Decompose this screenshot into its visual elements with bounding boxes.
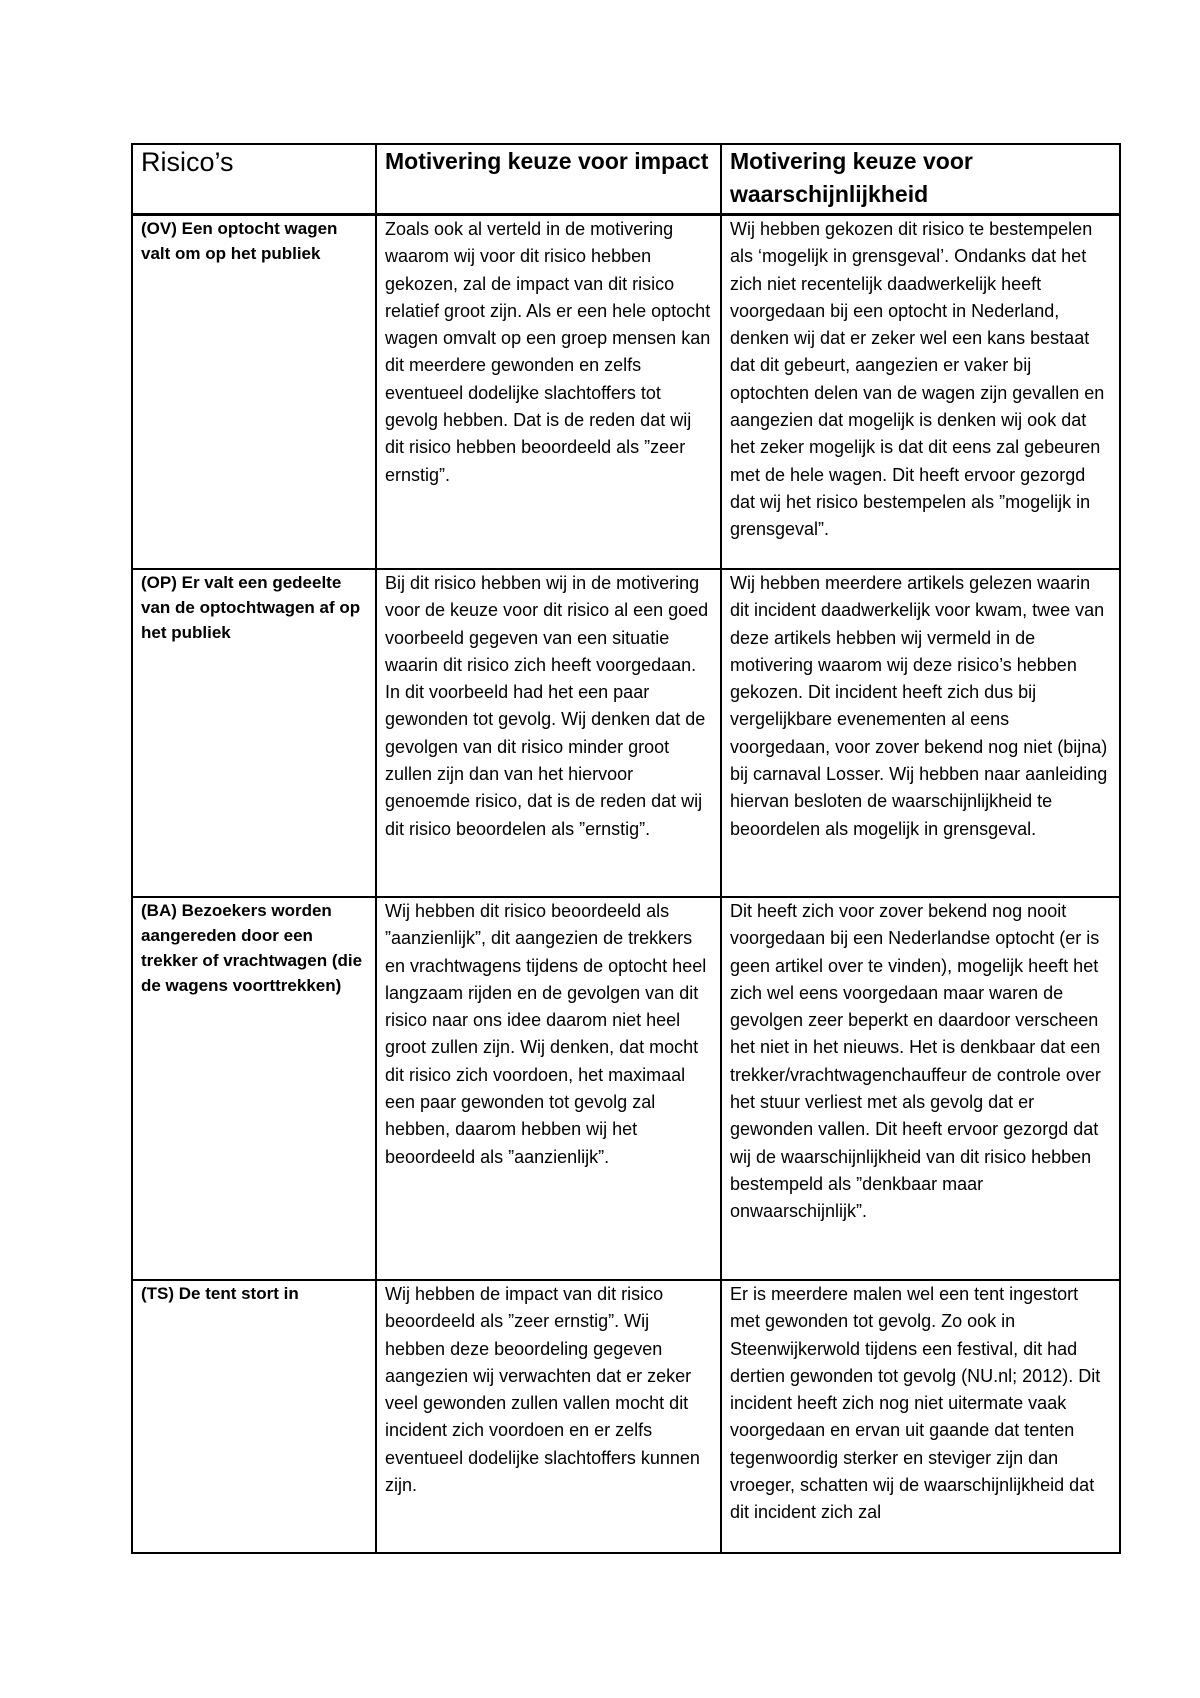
table-row xyxy=(132,897,1120,1280)
table-header-row xyxy=(132,144,1120,215)
probability-cell: Er is meerdere malen wel een tent ingestort met gewonden tot gevolg. Zo ook in Steenwijkerwold tijdens een festival, dit had dertien gewonden tot gevolg (NU.nl; 2012). Dit incident heeft zich nog niet uitermate vaak voorgedaan en ervan uit gaande dat tenten tegenwoordig sterker en steviger zijn dan vroeger, schatten wij de waarschijnlijkheid dat dit incident zich zal xyxy=(721,1280,1120,1553)
risk-cell: (TS) De tent stort in xyxy=(132,1280,376,1553)
risk-table xyxy=(131,143,1121,1554)
impact-cell: Zoals ook al verteld in de motivering waarom wij voor dit risico hebben gekozen, zal de impact van dit risico relatief groot zijn. Als er een hele optocht wagen omvalt op een groep mensen kan dit meerdere gewonden en zelfs eventueel dodelijke slachtoffers tot gevolg hebben. Dat is de reden dat wij dit risico hebben beoordeeld als ”zeer ernstig”. xyxy=(376,215,721,570)
impact-cell: Bij dit risico hebben wij in de motivering voor de keuze voor dit risico al een goed voorbeeld gegeven van een situatie waarin dit risico zich heeft voorgedaan. In dit voorbeeld had het een paar gewonden tot gevolg. Wij denken dat de gevolgen van dit risico minder groot zullen zijn dan van het hiervoor genoemde risico, dat is de reden dat wij dit risico beoordelen als ”ernstig”. xyxy=(376,569,721,897)
table-row xyxy=(132,569,1120,897)
risk-cell: (OP) Er valt een gedeelte van de optochtwagen af op het publiek xyxy=(132,569,376,897)
table-row xyxy=(132,215,1120,570)
impact-cell: Wij hebben dit risico beoordeeld als ”aanzienlijk”, dit aangezien de trekkers en vrachtwagens tijdens de optocht heel langzaam rijden en de gevolgen van dit risico naar ons idee daarom niet heel groot zullen zijn. Wij denken, dat mocht dit risico zich voordoen, het maximaal een paar gewonden tot gevolg zal hebben, daarom hebben wij het beoordeeld als ”aanzienlijk”. xyxy=(376,897,721,1280)
risk-cell: (OV) Een optocht wagen valt om op het publiek xyxy=(132,215,376,570)
header-impact: Motivering keuze voor impact xyxy=(376,144,721,215)
table-row xyxy=(132,1280,1120,1553)
risk-cell: (BA) Bezoekers worden aangereden door een trekker of vrachtwagen (die de wagens voorttrekken) xyxy=(132,897,376,1280)
impact-cell: Wij hebben de impact van dit risico beoordeeld als ”zeer ernstig”. Wij hebben deze beoordeling gegeven aangezien wij verwachten dat er zeker veel gewonden zullen vallen mocht dit incident zich voordoen en er zelfs eventueel dodelijke slachtoffers kunnen zijn. xyxy=(376,1280,721,1553)
header-risk: Risico’s xyxy=(132,144,376,215)
probability-cell: Wij hebben gekozen dit risico te bestempelen als ‘mogelijk in grensgeval’. Ondanks dat het zich niet recentelijk daadwerkelijk heeft voorgedaan bij een optocht in Nederland, denken wij dat er zeker wel een kans bestaat dat dit gebeurt, aangezien er vaker bij optochten delen van de wagen zijn gevallen en aangezien dat mogelijk is denken wij ook dat het zeker mogelijk is dat dit eens zal gebeuren met de hele wagen. Dit heeft ervoor gezorgd dat wij het risico bestempelen als ”mogelijk in grensgeval”. xyxy=(721,215,1120,570)
probability-cell: Dit heeft zich voor zover bekend nog nooit voorgedaan bij een Nederlandse optocht (er is geen artikel over te vinden), mogelijk heeft het zich wel eens voorgedaan maar waren de gevolgen zeer beperkt en daardoor verscheen het niet in het nieuws. Het is denkbaar dat een trekker/vrachtwagenchauffeur de controle over het stuur verliest met als gevolg dat er gewonden vallen. Dit heeft ervoor gezorgd dat wij de waarschijnlijkheid van dit risico hebben bestempeld als ”denkbaar maar onwaarschijnlijk”. xyxy=(721,897,1120,1280)
probability-cell: Wij hebben meerdere artikels gelezen waarin dit incident daadwerkelijk voor kwam, twee van deze artikels hebben wij vermeld in de motivering waarom wij deze risico’s hebben gekozen. Dit incident heeft zich dus bij vergelijkbare evenementen al eens voorgedaan, voor zover bekend nog niet (bijna) bij carnaval Losser. Wij hebben naar aanleiding hiervan besloten de waarschijnlijkheid te beoordelen als mogelijk in grensgeval. xyxy=(721,569,1120,897)
header-probability: Motivering keuze voor waarschijnlijkheid xyxy=(721,144,1120,215)
